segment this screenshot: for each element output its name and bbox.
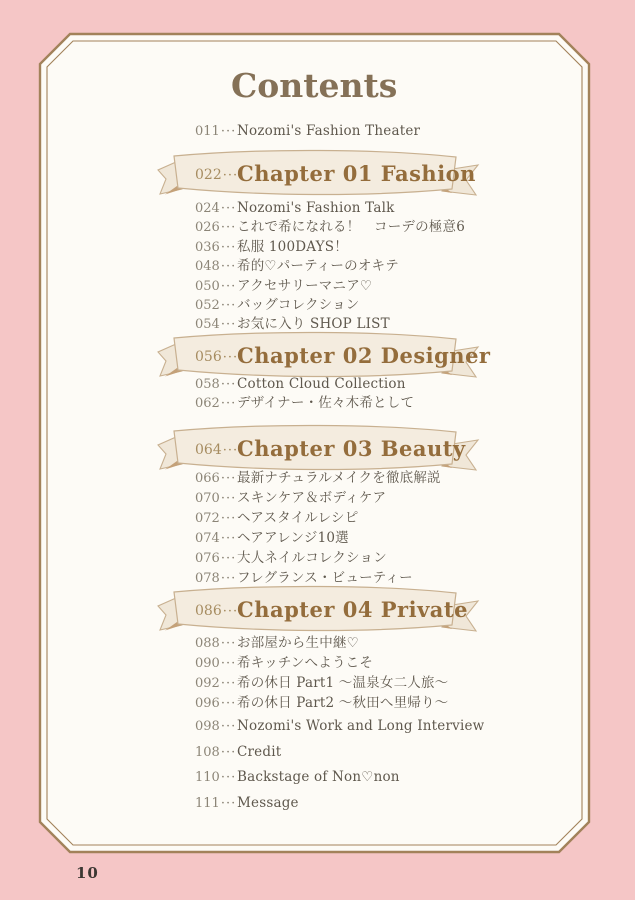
entry-title: ヘアアレンジ10選: [237, 530, 349, 546]
entry-page-number: 052: [195, 298, 220, 314]
dot-leader: ···: [220, 770, 237, 786]
entry-title: これで希になれる！ コーデの極意6: [237, 219, 465, 236]
toc-entry: [195, 393, 414, 412]
entry-page-number: 078: [195, 571, 220, 586]
toc-entry: [195, 633, 448, 653]
dot-leader: ···: [220, 377, 237, 392]
entry-title: Nozomi's Fashion Theater: [237, 123, 421, 139]
dot-leader: ···: [220, 551, 237, 566]
toc-entry: [195, 713, 484, 739]
toc-entry: [195, 237, 465, 256]
dot-leader: ···: [220, 696, 237, 711]
toc-entry: [195, 488, 441, 508]
entry-list: [195, 468, 441, 588]
entry-title: バッグコレクション: [237, 297, 360, 314]
dot-leader: ···: [220, 531, 237, 546]
entry-page-number: 110: [195, 770, 220, 786]
dot-leader: ···: [220, 298, 237, 314]
dot-leader: ···: [222, 349, 239, 365]
entry-list: [195, 633, 448, 713]
entry-list: [195, 198, 465, 334]
entry-page-number: 011: [195, 124, 220, 139]
toc-entry: [195, 790, 484, 816]
entry-page-number: 098: [195, 719, 220, 734]
entry-page-number: 092: [195, 676, 220, 691]
dot-leader: ···: [220, 471, 237, 486]
dot-leader: ···: [220, 317, 237, 333]
toc-entry: [195, 374, 414, 393]
dot-leader: ···: [220, 259, 237, 275]
chapter-page-number: 022: [195, 166, 222, 183]
dot-leader: ···: [220, 676, 237, 691]
entry-title: 最新ナチュラルメイクを徹底解説: [237, 470, 441, 486]
chapter-page-number: 064: [195, 441, 222, 458]
toc-entry: [195, 468, 441, 488]
dot-leader: ···: [220, 636, 237, 651]
entry-title: Credit: [237, 743, 282, 760]
entry-title: ヘアスタイルレシピ: [237, 510, 359, 526]
entry-title: スキンケア＆ボディケア: [237, 490, 387, 506]
entry-page-number: 090: [195, 656, 220, 671]
entry-page-number: 058: [195, 377, 220, 392]
toc-entry: [195, 693, 448, 713]
entry-page-number: 070: [195, 491, 220, 506]
entry-page-number: 054: [195, 317, 220, 333]
entry-page-number: 026: [195, 220, 220, 236]
entry-title: Nozomi's Fashion Talk: [237, 200, 395, 216]
toc-entry: [195, 653, 448, 673]
dot-leader: ···: [220, 239, 237, 255]
toc-entry: [195, 764, 484, 790]
toc-entry: [195, 217, 465, 236]
entry-title: フレグランス・ビューティー: [237, 570, 413, 586]
toc-entry: [195, 198, 465, 217]
entry-title: お部屋から生中継♡: [237, 635, 359, 651]
toc-entry: [195, 508, 441, 528]
folio-page-number: 10: [76, 864, 99, 882]
entry-page-number: 050: [195, 278, 220, 294]
dot-leader: ···: [222, 442, 239, 458]
chapter-ribbon: [156, 146, 484, 204]
entry-list: [195, 374, 414, 413]
toc-entry: [195, 739, 484, 765]
dot-leader: ···: [222, 603, 239, 619]
entry-title: 私服 100DAYS！: [237, 238, 348, 255]
entry-page-number: 062: [195, 396, 220, 412]
entry-page-number: 074: [195, 531, 220, 546]
entry-page-number: 072: [195, 511, 220, 526]
entry-title: 希の休日 Part2 ～秋田へ里帰り～: [237, 695, 449, 711]
dot-leader: ···: [220, 491, 237, 506]
chapter-title: Chapter 03 Beauty: [237, 435, 466, 461]
entry-title: Backstage of Non♡non: [237, 769, 400, 786]
entry-title: アクセサリーマニア♡: [237, 277, 373, 294]
chapter-ribbon: [156, 582, 484, 640]
entry-page-number: 036: [195, 239, 220, 255]
page-title: Contents: [231, 66, 398, 105]
entry-title: デザイナー・佐々木希として: [237, 395, 415, 412]
entry-title: お気に入り SHOP LIST: [237, 316, 390, 333]
dot-leader: ···: [220, 511, 237, 526]
dot-leader: ···: [220, 220, 237, 236]
entry-list: [195, 713, 484, 815]
toc-entry: [195, 256, 465, 275]
dot-leader: ···: [222, 167, 239, 183]
toc-entry: [195, 673, 448, 693]
entry-title: 大人ネイルコレクション: [237, 550, 387, 566]
dot-leader: ···: [220, 124, 237, 139]
toc-entry: [195, 121, 420, 141]
entry-title: 希的♡パーティーのオキテ: [237, 258, 399, 275]
entry-title: Cotton Cloud Collection: [237, 376, 406, 392]
chapter-page-number: 086: [195, 602, 222, 619]
toc-entry: [195, 528, 441, 548]
dot-leader: ···: [220, 396, 237, 412]
entry-page-number: 096: [195, 696, 220, 711]
entry-title: Nozomi's Work and Long Interview: [237, 718, 485, 734]
entry-page-number: 111: [195, 795, 220, 811]
entry-page-number: 076: [195, 551, 220, 566]
toc-entry: [195, 295, 465, 314]
toc-entry: [195, 276, 465, 295]
dot-leader: ···: [220, 744, 237, 760]
entry-page-number: 066: [195, 471, 220, 486]
dot-leader: ···: [220, 571, 237, 586]
entry-page-number: 088: [195, 636, 220, 651]
dot-leader: ···: [220, 278, 237, 294]
chapter-title: Chapter 01 Fashion: [237, 160, 476, 186]
entry-title: Message: [237, 794, 299, 811]
entry-page-number: 108: [195, 744, 220, 760]
chapter-title: Chapter 04 Private: [237, 596, 468, 622]
dot-leader: ···: [220, 795, 237, 811]
chapter-title: Chapter 02 Designer: [237, 342, 491, 368]
chapter-page-number: 056: [195, 348, 222, 365]
dot-leader: ···: [220, 656, 237, 671]
entry-page-number: 048: [195, 259, 220, 275]
entry-title: 希の休日 Part1 ～温泉女二人旅～: [237, 675, 449, 691]
entry-page-number: 024: [195, 201, 220, 216]
toc-entry: [195, 548, 441, 568]
dot-leader: ···: [220, 719, 237, 734]
entry-title: 希キッチンへようこそ: [237, 655, 374, 671]
dot-leader: ···: [220, 201, 237, 216]
